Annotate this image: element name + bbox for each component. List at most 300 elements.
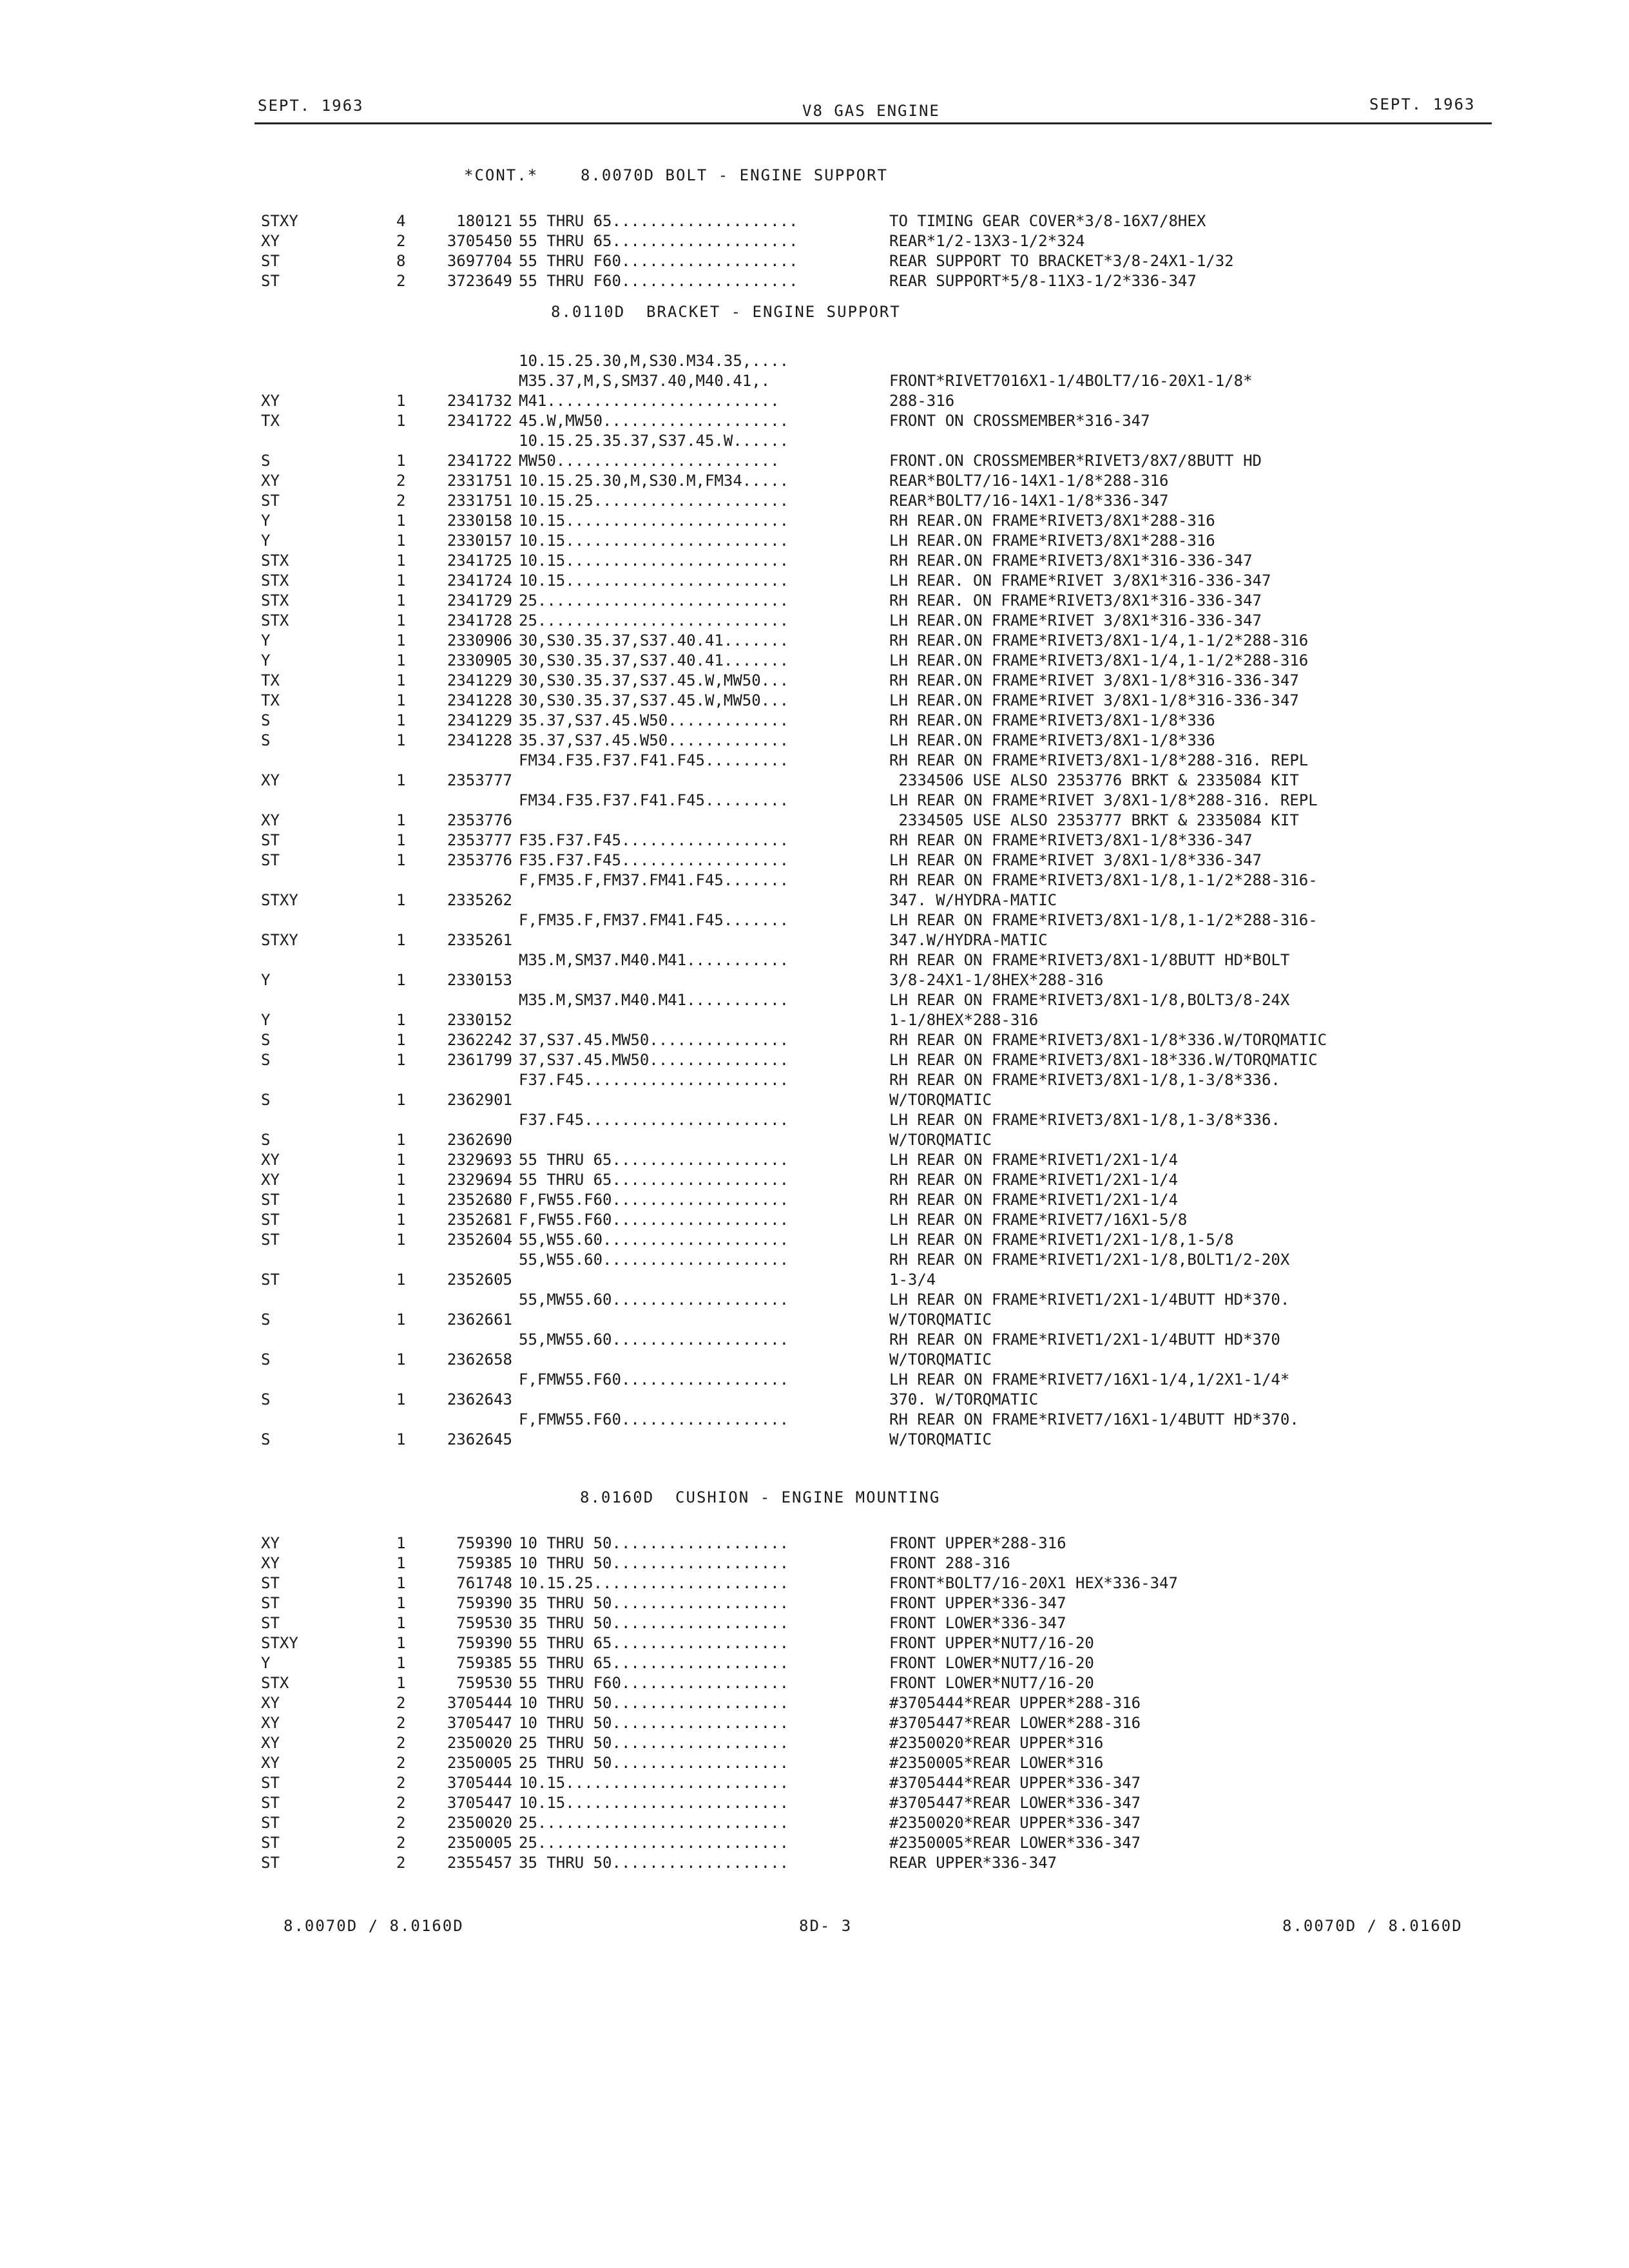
table-row bbox=[0, 1070, 1629, 1110]
table-row bbox=[0, 711, 1629, 731]
table-row bbox=[0, 1593, 1629, 1613]
quantity: 2 bbox=[396, 1814, 406, 1832]
model-usage: 10.15.25.30,M,S30.M,FM34..... bbox=[519, 472, 789, 490]
part-description: FRONT ON CROSSMEMBER*316-347 bbox=[889, 412, 1150, 430]
header-date-left: SEPT. 1963 bbox=[258, 97, 364, 115]
part-description: FRONT*BOLT7/16-20X1 HEX*336-347 bbox=[889, 1574, 1178, 1592]
series-code: S bbox=[261, 1031, 271, 1049]
part-description: 1-3/4 bbox=[889, 1271, 936, 1289]
series-code: S bbox=[261, 452, 271, 470]
quantity: 1 bbox=[396, 831, 406, 849]
part-description: RH REAR.ON FRAME*RIVET3/8X1*288-316 bbox=[889, 512, 1215, 530]
quantity: 1 bbox=[396, 512, 406, 530]
model-usage: 25........................... bbox=[519, 591, 789, 610]
model-usage: M35.37,M,S,SM37.40,M40.41,. bbox=[519, 372, 771, 390]
part-description: RH REAR ON FRAME*RIVET3/8X1-1/8*336.W/TORQMATIC bbox=[889, 1031, 1327, 1049]
part-description: LH REAR.ON FRAME*RIVET3/8X1*288-316 bbox=[889, 532, 1215, 550]
series-code: Y bbox=[261, 1654, 271, 1672]
part-description: LH REAR.ON FRAME*RIVET 3/8X1-1/8*316-336-347 bbox=[889, 691, 1299, 709]
part-number: 761748 bbox=[456, 1574, 512, 1592]
series-code: ST bbox=[261, 831, 280, 849]
quantity: 1 bbox=[396, 1191, 406, 1209]
part-description: RH REAR.ON FRAME*RIVET3/8X1-1/8*336 bbox=[889, 711, 1215, 729]
quantity: 1 bbox=[396, 1534, 406, 1552]
series-code: STX bbox=[261, 591, 289, 610]
part-number: 2335261 bbox=[447, 931, 512, 949]
part-description: W/TORQMATIC bbox=[889, 1131, 992, 1149]
part-number: 2341729 bbox=[447, 591, 512, 610]
part-number: 2341229 bbox=[447, 711, 512, 729]
model-usage: 25........................... bbox=[519, 1834, 789, 1852]
part-number: 3705444 bbox=[447, 1694, 512, 1712]
part-description: FRONT UPPER*288-316 bbox=[889, 1534, 1066, 1552]
series-code: XY bbox=[261, 1714, 280, 1732]
table-row bbox=[0, 1633, 1629, 1653]
part-number: 759385 bbox=[456, 1554, 512, 1572]
model-usage: 55,MW55.60................... bbox=[519, 1291, 789, 1309]
model-usage: 10.15.25.35.37,S37.45.W...... bbox=[519, 432, 789, 450]
table-row bbox=[0, 271, 1629, 291]
quantity: 1 bbox=[396, 1654, 406, 1672]
part-description: RH REAR. ON FRAME*RIVET3/8X1*316-336-347 bbox=[889, 591, 1262, 610]
series-code: XY bbox=[261, 392, 280, 410]
table-row bbox=[0, 511, 1629, 531]
table-row bbox=[0, 870, 1629, 910]
series-code: XY bbox=[261, 1151, 280, 1169]
table-row bbox=[0, 351, 1629, 411]
model-usage: F37.F45...................... bbox=[519, 1111, 789, 1129]
quantity: 8 bbox=[396, 252, 406, 270]
quantity: 1 bbox=[396, 1614, 406, 1632]
part-number: 2330905 bbox=[447, 651, 512, 669]
model-usage: 10 THRU 50................... bbox=[519, 1694, 789, 1712]
table-row bbox=[0, 571, 1629, 591]
table-row bbox=[0, 990, 1629, 1030]
part-description: W/TORQMATIC bbox=[889, 1430, 992, 1448]
part-description: #2350005*REAR LOWER*316 bbox=[889, 1754, 1104, 1772]
series-code: Y bbox=[261, 532, 271, 550]
quantity: 1 bbox=[396, 392, 406, 410]
table-row bbox=[0, 1410, 1629, 1450]
part-number: 2350005 bbox=[447, 1834, 512, 1852]
series-code: STX bbox=[261, 572, 289, 590]
series-code: ST bbox=[261, 492, 280, 510]
footer-range-right: 8.0070D / 8.0160D bbox=[1282, 1917, 1463, 1935]
footer-page-number: 8D- 3 bbox=[799, 1917, 853, 1935]
part-number: 2353777 bbox=[447, 831, 512, 849]
part-number: 2362661 bbox=[447, 1311, 512, 1329]
model-usage: M35.M,SM37.M40.M41........... bbox=[519, 951, 789, 969]
part-number: 2350005 bbox=[447, 1754, 512, 1772]
part-description: LH REAR ON FRAME*RIVET1/2X1-1/8,1-5/8 bbox=[889, 1231, 1234, 1249]
model-usage: 25 THRU 50................... bbox=[519, 1754, 789, 1772]
model-usage: FM34.F35.F37.F41.F45......... bbox=[519, 751, 789, 769]
quantity: 2 bbox=[396, 1694, 406, 1712]
series-code: STXY bbox=[261, 212, 298, 230]
part-number: 759390 bbox=[456, 1534, 512, 1552]
quantity: 1 bbox=[396, 412, 406, 430]
part-number: 2341722 bbox=[447, 412, 512, 430]
part-number: 2330157 bbox=[447, 532, 512, 550]
model-usage: F,FM35.F,FM37.FM41.F45....... bbox=[519, 911, 789, 929]
series-code: XY bbox=[261, 1754, 280, 1772]
part-number: 2362901 bbox=[447, 1091, 512, 1109]
part-number: 2329693 bbox=[447, 1151, 512, 1169]
part-number: 2352680 bbox=[447, 1191, 512, 1209]
table-row bbox=[0, 1793, 1629, 1813]
series-code: S bbox=[261, 1390, 271, 1408]
part-description: LH REAR ON FRAME*RIVET7/16X1-1/4,1/2X1-1/4* bbox=[889, 1370, 1290, 1389]
quantity: 1 bbox=[396, 532, 406, 550]
part-description: LH REAR ON FRAME*RIVET3/8X1-1/8,BOLT3/8-24X bbox=[889, 991, 1290, 1009]
model-usage: 55 THRU 65................... bbox=[519, 1634, 789, 1652]
model-usage: 10.15........................ bbox=[519, 572, 789, 590]
table-row bbox=[0, 491, 1629, 511]
part-description: REAR SUPPORT TO BRACKET*3/8-24X1-1/32 bbox=[889, 252, 1234, 270]
part-description: FRONT.ON CROSSMEMBER*RIVET3/8X7/8BUTT HD bbox=[889, 452, 1262, 470]
part-description: 288-316 bbox=[889, 392, 955, 410]
part-number: 3705447 bbox=[447, 1714, 512, 1732]
part-number: 759530 bbox=[456, 1674, 512, 1692]
table-row bbox=[0, 671, 1629, 691]
part-number: 759390 bbox=[456, 1594, 512, 1612]
series-code: ST bbox=[261, 1794, 280, 1812]
part-description: RH REAR ON FRAME*RIVET3/8X1-1/8*336-347 bbox=[889, 831, 1253, 849]
table-row bbox=[0, 471, 1629, 491]
part-description: RH REAR ON FRAME*RIVET1/2X1-1/4 bbox=[889, 1171, 1178, 1189]
table-row bbox=[0, 231, 1629, 251]
series-code: ST bbox=[261, 272, 280, 290]
part-number: 2353776 bbox=[447, 851, 512, 869]
quantity: 2 bbox=[396, 1774, 406, 1792]
model-usage: 10 THRU 50................... bbox=[519, 1714, 789, 1732]
quantity: 2 bbox=[396, 1734, 406, 1752]
model-usage: 55,W55.60.................... bbox=[519, 1251, 789, 1269]
part-number: 2350020 bbox=[447, 1734, 512, 1752]
table-row bbox=[0, 1653, 1629, 1673]
model-usage: 35 THRU 50................... bbox=[519, 1854, 789, 1872]
table-row bbox=[0, 431, 1629, 471]
series-code: S bbox=[261, 1091, 271, 1109]
part-number: 3705450 bbox=[447, 232, 512, 250]
series-code: XY bbox=[261, 1554, 280, 1572]
part-description: FRONT LOWER*336-347 bbox=[889, 1614, 1066, 1632]
model-usage: 37,S37.45.MW50............... bbox=[519, 1051, 789, 1069]
series-code: TX bbox=[261, 412, 280, 430]
quantity: 1 bbox=[396, 1151, 406, 1169]
quantity: 1 bbox=[396, 1091, 406, 1109]
model-usage: 10 THRU 50................... bbox=[519, 1534, 789, 1552]
table-row bbox=[0, 251, 1629, 271]
quantity: 1 bbox=[396, 552, 406, 570]
quantity: 1 bbox=[396, 771, 406, 789]
table-row bbox=[0, 1030, 1629, 1050]
part-description: FRONT LOWER*NUT7/16-20 bbox=[889, 1654, 1094, 1672]
quantity: 1 bbox=[396, 1271, 406, 1289]
part-number: 2353776 bbox=[447, 811, 512, 829]
part-description: TO TIMING GEAR COVER*3/8-16X7/8HEX bbox=[889, 212, 1206, 230]
series-code: Y bbox=[261, 631, 271, 649]
quantity: 1 bbox=[396, 1554, 406, 1572]
part-number: 2353777 bbox=[447, 771, 512, 789]
table-row bbox=[0, 1533, 1629, 1553]
quantity: 1 bbox=[396, 1574, 406, 1592]
model-usage: 30,S30.35.37,S37.40.41....... bbox=[519, 631, 789, 649]
quantity: 1 bbox=[396, 1674, 406, 1692]
part-number: 2350020 bbox=[447, 1814, 512, 1832]
quantity: 1 bbox=[396, 1051, 406, 1069]
model-usage: 35.37,S37.45.W50............. bbox=[519, 731, 789, 749]
model-usage: 37,S37.45.MW50............... bbox=[519, 1031, 789, 1049]
part-description: LH REAR.ON FRAME*RIVET3/8X1-1/4,1-1/2*288-316 bbox=[889, 651, 1309, 669]
part-description: #2350020*REAR UPPER*316 bbox=[889, 1734, 1104, 1752]
part-description: LH REAR ON FRAME*RIVET1/2X1-1/4BUTT HD*370. bbox=[889, 1291, 1290, 1309]
model-usage: 10.15........................ bbox=[519, 1794, 789, 1812]
part-description: LH REAR ON FRAME*RIVET 3/8X1-1/8*288-316. REPL bbox=[889, 791, 1318, 809]
model-usage: 55,W55.60.................... bbox=[519, 1231, 789, 1249]
part-number: 759530 bbox=[456, 1614, 512, 1632]
quantity: 2 bbox=[396, 1794, 406, 1812]
series-code: STX bbox=[261, 1674, 289, 1692]
header-title: V8 GAS ENGINE bbox=[802, 102, 940, 120]
quantity: 1 bbox=[396, 931, 406, 949]
series-code: STXY bbox=[261, 931, 298, 949]
part-number: 180121 bbox=[456, 212, 512, 230]
table-row bbox=[0, 651, 1629, 671]
part-number: 759385 bbox=[456, 1654, 512, 1672]
table-row bbox=[0, 1290, 1629, 1330]
series-code: STX bbox=[261, 552, 289, 570]
table-row bbox=[0, 631, 1629, 651]
part-number: 2341722 bbox=[447, 452, 512, 470]
table-row bbox=[0, 1813, 1629, 1833]
part-number: 2352605 bbox=[447, 1271, 512, 1289]
series-code: ST bbox=[261, 252, 280, 270]
quantity: 1 bbox=[396, 671, 406, 689]
quantity: 1 bbox=[396, 631, 406, 649]
series-code: XY bbox=[261, 1171, 280, 1189]
series-code: ST bbox=[261, 1211, 280, 1229]
series-code: ST bbox=[261, 1191, 280, 1209]
part-description: W/TORQMATIC bbox=[889, 1091, 992, 1109]
part-description: REAR UPPER*336-347 bbox=[889, 1854, 1057, 1872]
table-row bbox=[0, 1210, 1629, 1230]
table-row bbox=[0, 1573, 1629, 1593]
part-number: 2330158 bbox=[447, 512, 512, 530]
part-description: RH REAR ON FRAME*RIVET1/2X1-1/4BUTT HD*370 bbox=[889, 1331, 1280, 1349]
model-usage: 30,S30.35.37,S37.45.W,MW50... bbox=[519, 691, 789, 709]
quantity: 1 bbox=[396, 851, 406, 869]
part-number: 2329694 bbox=[447, 1171, 512, 1189]
series-code: STXY bbox=[261, 891, 298, 909]
series-code: Y bbox=[261, 971, 271, 989]
part-description: REAR*BOLT7/16-14X1-1/8*288-316 bbox=[889, 472, 1169, 490]
model-usage: 10.15........................ bbox=[519, 532, 789, 550]
part-description: 2334506 USE ALSO 2353776 BRKT & 2335084 KIT bbox=[889, 771, 1299, 789]
part-number: 2352681 bbox=[447, 1211, 512, 1229]
model-usage: F,FMW55.F60.................. bbox=[519, 1410, 789, 1428]
model-usage: 55 THRU 65................... bbox=[519, 1654, 789, 1672]
part-number: 2355457 bbox=[447, 1854, 512, 1872]
quantity: 2 bbox=[396, 1834, 406, 1852]
series-code: ST bbox=[261, 1814, 280, 1832]
quantity: 1 bbox=[396, 1311, 406, 1329]
series-code: S bbox=[261, 1051, 271, 1069]
table-row bbox=[0, 1613, 1629, 1633]
table-row bbox=[0, 910, 1629, 950]
quantity: 1 bbox=[396, 1011, 406, 1029]
quantity: 1 bbox=[396, 1594, 406, 1612]
part-number: 2362645 bbox=[447, 1430, 512, 1448]
part-description: 370. W/TORQMATIC bbox=[889, 1390, 1039, 1408]
part-description: REAR*BOLT7/16-14X1-1/8*336-347 bbox=[889, 492, 1169, 510]
series-code: XY bbox=[261, 472, 280, 490]
part-description: LH REAR. ON FRAME*RIVET 3/8X1*316-336-347 bbox=[889, 572, 1271, 590]
quantity: 1 bbox=[396, 591, 406, 610]
part-description: LH REAR ON FRAME*RIVET1/2X1-1/4 bbox=[889, 1151, 1178, 1169]
table-row bbox=[0, 1330, 1629, 1370]
table-row bbox=[0, 831, 1629, 850]
part-description: RH REAR.ON FRAME*RIVET3/8X1-1/4,1-1/2*288-316 bbox=[889, 631, 1309, 649]
quantity: 1 bbox=[396, 891, 406, 909]
footer-range-left: 8.0070D / 8.0160D bbox=[284, 1917, 464, 1935]
model-usage: F,FMW55.F60.................. bbox=[519, 1370, 789, 1389]
model-usage: 25 THRU 50................... bbox=[519, 1734, 789, 1752]
section-heading: *CONT.* 8.0070D BOLT - ENGINE SUPPORT bbox=[464, 166, 888, 184]
part-description: LH REAR ON FRAME*RIVET3/8X1-1/8,1-1/2*288-316- bbox=[889, 911, 1318, 929]
part-number: 2362242 bbox=[447, 1031, 512, 1049]
table-row bbox=[0, 950, 1629, 990]
model-usage: MW50........................ bbox=[519, 452, 780, 470]
quantity: 2 bbox=[396, 272, 406, 290]
table-row bbox=[0, 1370, 1629, 1410]
part-description: #3705444*REAR UPPER*288-316 bbox=[889, 1694, 1141, 1712]
model-usage: 25........................... bbox=[519, 611, 789, 629]
quantity: 2 bbox=[396, 472, 406, 490]
model-usage: 55,MW55.60................... bbox=[519, 1331, 789, 1349]
table-row bbox=[0, 1713, 1629, 1733]
series-code: XY bbox=[261, 1534, 280, 1552]
series-code: Y bbox=[261, 651, 271, 669]
model-usage: 35.37,S37.45.W50............. bbox=[519, 711, 789, 729]
part-number: 3723649 bbox=[447, 272, 512, 290]
series-code: ST bbox=[261, 1614, 280, 1632]
model-usage: F,FW55.F60................... bbox=[519, 1211, 789, 1229]
part-number: 2362643 bbox=[447, 1390, 512, 1408]
part-description: RH REAR.ON FRAME*RIVET3/8X1*316-336-347 bbox=[889, 552, 1253, 570]
part-description: W/TORQMATIC bbox=[889, 1311, 992, 1329]
series-code: STXY bbox=[261, 1634, 298, 1652]
series-code: ST bbox=[261, 1271, 280, 1289]
table-row bbox=[0, 411, 1629, 431]
model-usage: 25........................... bbox=[519, 1814, 789, 1832]
part-description: 347.W/HYDRA-MATIC bbox=[889, 931, 1048, 949]
model-usage: 10.15........................ bbox=[519, 552, 789, 570]
series-code: ST bbox=[261, 851, 280, 869]
table-row bbox=[0, 1110, 1629, 1150]
quantity: 1 bbox=[396, 1350, 406, 1369]
part-description: LH REAR ON FRAME*RIVET3/8X1-1/8,1-3/8*336. bbox=[889, 1111, 1280, 1129]
series-code: ST bbox=[261, 1854, 280, 1872]
model-usage: 45.W,MW50.................... bbox=[519, 412, 789, 430]
part-description: FRONT UPPER*336-347 bbox=[889, 1594, 1066, 1612]
model-usage: 30,S30.35.37,S37.45.W,MW50... bbox=[519, 671, 789, 689]
series-code: Y bbox=[261, 512, 271, 530]
table-row bbox=[0, 731, 1629, 751]
quantity: 1 bbox=[396, 1211, 406, 1229]
series-code: ST bbox=[261, 1774, 280, 1792]
series-code: STX bbox=[261, 611, 289, 629]
part-description: RH REAR ON FRAME*RIVET3/8X1-1/8BUTT HD*BOLT bbox=[889, 951, 1290, 969]
part-description: RH REAR ON FRAME*RIVET3/8X1-1/8*288-316. REPL bbox=[889, 751, 1309, 769]
table-row bbox=[0, 1853, 1629, 1873]
table-row bbox=[0, 1190, 1629, 1210]
table-row bbox=[0, 1753, 1629, 1773]
model-usage: 10.15.25.30,M,S30.M34.35,.... bbox=[519, 352, 789, 370]
model-usage: 10.15.25..................... bbox=[519, 1574, 789, 1592]
table-row bbox=[0, 531, 1629, 551]
model-usage: 55 THRU 65................... bbox=[519, 1151, 789, 1169]
quantity: 1 bbox=[396, 1634, 406, 1652]
series-code: ST bbox=[261, 1574, 280, 1592]
model-usage: F35.F37.F45.................. bbox=[519, 851, 789, 869]
series-code: S bbox=[261, 1350, 271, 1369]
quantity: 1 bbox=[396, 611, 406, 629]
part-description: FRONT LOWER*NUT7/16-20 bbox=[889, 1674, 1094, 1692]
part-description: LH REAR.ON FRAME*RIVET 3/8X1*316-336-347 bbox=[889, 611, 1262, 629]
part-description: FRONT UPPER*NUT7/16-20 bbox=[889, 1634, 1094, 1652]
model-usage: 35 THRU 50................... bbox=[519, 1594, 789, 1612]
model-usage: 10.15........................ bbox=[519, 512, 789, 530]
quantity: 1 bbox=[396, 1390, 406, 1408]
part-number: 2330906 bbox=[447, 631, 512, 649]
part-number: 2330152 bbox=[447, 1011, 512, 1029]
part-number: 2362690 bbox=[447, 1131, 512, 1149]
series-code: XY bbox=[261, 1734, 280, 1752]
model-usage: 10 THRU 50................... bbox=[519, 1554, 789, 1572]
model-usage: FM34.F35.F37.F41.F45......... bbox=[519, 791, 789, 809]
part-description: RH REAR ON FRAME*RIVET3/8X1-1/8,1-3/8*336. bbox=[889, 1071, 1280, 1089]
part-number: 3697704 bbox=[447, 252, 512, 270]
part-description: LH REAR ON FRAME*RIVET7/16X1-5/8 bbox=[889, 1211, 1188, 1229]
series-code: S bbox=[261, 1311, 271, 1329]
part-description: 347. W/HYDRA-MATIC bbox=[889, 891, 1057, 909]
part-number: 2361799 bbox=[447, 1051, 512, 1069]
table-row bbox=[0, 1150, 1629, 1170]
part-description: 3/8-24X1-1/8HEX*288-316 bbox=[889, 971, 1104, 989]
model-usage: 30,S30.35.37,S37.40.41....... bbox=[519, 651, 789, 669]
table-row bbox=[0, 1733, 1629, 1753]
part-description: RH REAR ON FRAME*RIVET1/2X1-1/4 bbox=[889, 1191, 1178, 1209]
model-usage: F37.F45...................... bbox=[519, 1071, 789, 1089]
part-description: #3705447*REAR LOWER*336-347 bbox=[889, 1794, 1141, 1812]
part-description: LH REAR ON FRAME*RIVET 3/8X1-1/8*336-347 bbox=[889, 851, 1262, 869]
table-row bbox=[0, 1773, 1629, 1793]
table-row bbox=[0, 1673, 1629, 1693]
table-row bbox=[0, 791, 1629, 831]
part-number: 2341228 bbox=[447, 691, 512, 709]
part-description: 1-1/8HEX*288-316 bbox=[889, 1011, 1039, 1029]
part-description: 2334505 USE ALSO 2353777 BRKT & 2335084 KIT bbox=[889, 811, 1299, 829]
quantity: 1 bbox=[396, 711, 406, 729]
part-description: RH REAR.ON FRAME*RIVET 3/8X1-1/8*316-336-347 bbox=[889, 671, 1299, 689]
part-description: W/TORQMATIC bbox=[889, 1350, 992, 1369]
quantity: 2 bbox=[396, 1854, 406, 1872]
table-row bbox=[0, 551, 1629, 571]
quantity: 1 bbox=[396, 651, 406, 669]
header-date-right: SEPT. 1963 bbox=[1369, 95, 1476, 113]
part-number: 2352604 bbox=[447, 1231, 512, 1249]
